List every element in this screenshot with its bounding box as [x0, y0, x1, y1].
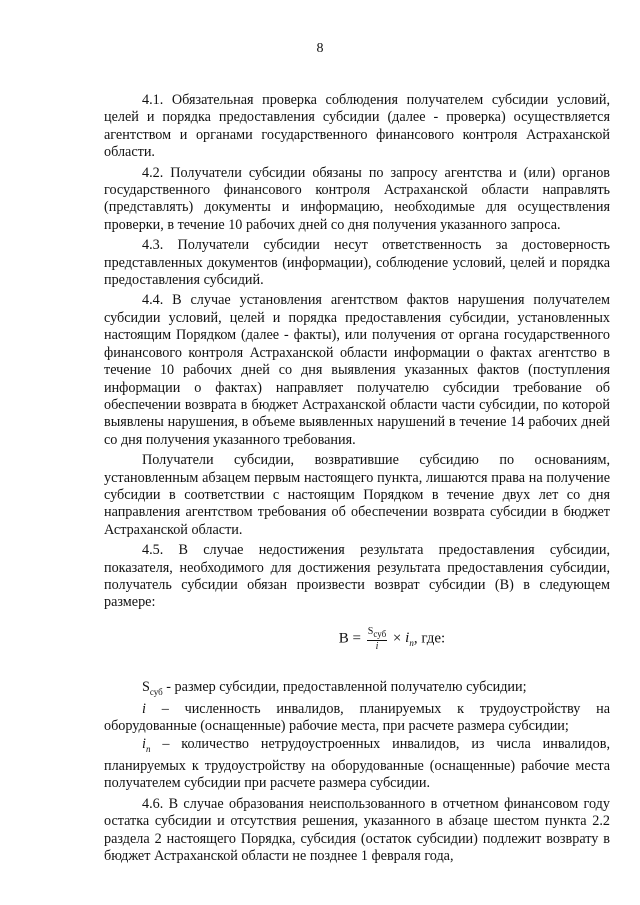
- definition-i-n: $i_n$ – количество нетрудоустроенных инвалидов, из числа инвалидов, планируемых к трудоустройству на оборудованные (оснащенные) рабочие места получателем субсидии при расчете размера субсидии.: [104, 735, 610, 792]
- formula-times: ×: [392, 630, 402, 647]
- formula-lhs: В =: [338, 630, 362, 647]
- paragraph-4-5: 4.5. В случае недостижения результата предоставления субсидии, показателя, необходимого для достижения результата предоставления субсидии, получатель субсидии обязан произвести возврат субсидии (В) в следующем размере:: [104, 542, 610, 611]
- page-number: 8: [316, 41, 324, 56]
- paragraph-4-4: 4.4. В случае установления агентством фактов нарушения получателем субсидии условий, целей и порядка предоставления субсидии, установленных настоящим Порядком (далее - факты), или получения от органа государственного финансового контроля Астраханской области информации о фактах агентство в течение 10 рабочих дней со дня выявления указанных фактов (поступления информации о фактах) направляет получателю субсидии требование об обеспечении возврата в бюджет Астраханской области части субсидии, по которой выявлены нарушения, в объеме выявленных нарушений в течение 14 рабочих дней со дня получения указанного требования.: [104, 292, 610, 448]
- definition-s-sub: $S_{суб}$ - размер субсидии, предоставленной получателю субсидии;: [142, 678, 527, 697]
- paragraph-4-4-second: Получатели субсидии, возвратившие субсидию по основаниям, установленным абзацем первым настоящего пункта, лишаются права на получение субсидии в соответствии с настоящим Порядком в течение двух лет со дня направления агентством требования об обеспечении возврата субсидии в бюджет Астраханской области.: [104, 452, 610, 538]
- formula-var: $i_n$: [405, 630, 414, 649]
- definition-i: i – численность инвалидов, планируемых к трудоустройству на оборудованные (оснащенные) рабочие места, при расчете размера субсидии;: [104, 700, 610, 735]
- paragraph-4-6: 4.6. В случае образования неиспользованного в отчетном финансовом году остатка субсидии и отсутствия решения, указанного в абзаце шестом пункта 2.2 раздела 2 настоящего Порядка, субсидия (остаток субсидии) подлежит возврату в бюджет Астраханской области не позднее 1 февраля года,: [104, 795, 610, 864]
- formula-numerator: $S_{суб}$: [367, 625, 387, 639]
- document-body: [104, 92, 610, 865]
- formula-denominator: i: [375, 640, 379, 652]
- return-formula: [174, 626, 610, 653]
- formula-fraction: [367, 626, 387, 652]
- paragraph-4-2: 4.2. Получатели субсидии обязаны по запросу агентства и (или) органов государственного финансового контроля Астраханской области направлять (представлять) документы и информацию, необходимые для осуществления проверки, в течение 10 рабочих дней со дня получения указанного запроса.: [104, 164, 610, 233]
- paragraph-4-1: 4.1. Обязательная проверка соблюдения получателем субсидии условий, целей и порядка предоставления субсидии (далее - проверка) осуществляется агентством и органами государственного финансового контроля Астраханской области.: [104, 92, 610, 161]
- paragraph-4-3: 4.3. Получатели субсидии несут ответственность за достоверность представленных документов (информации), соблюдение условий, целей и порядка предоставления субсидий.: [104, 237, 610, 289]
- formula-tail: , где:: [413, 630, 446, 647]
